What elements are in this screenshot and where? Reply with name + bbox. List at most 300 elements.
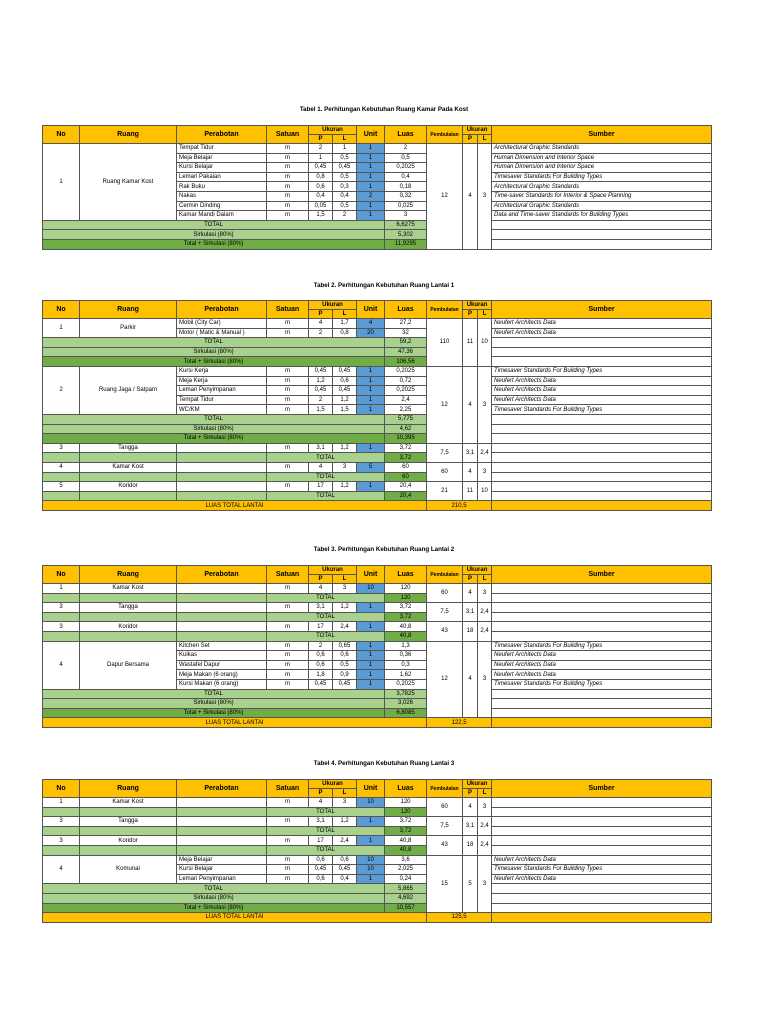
cell: m xyxy=(267,405,309,415)
cell-ukuran-p: 5 xyxy=(463,855,478,913)
cell xyxy=(492,903,712,913)
cell: 0,4 xyxy=(333,191,357,201)
cell: 10,395 xyxy=(385,434,427,444)
cell xyxy=(492,453,712,463)
col-l: L xyxy=(333,310,357,319)
cell: 0,6 xyxy=(333,376,357,386)
cell xyxy=(43,472,80,482)
cell: m xyxy=(267,798,309,808)
total-row xyxy=(43,826,712,836)
total-label: TOTAL xyxy=(43,414,385,424)
cell: 0,72 xyxy=(385,376,427,386)
cell: Lemari Penyimpanan xyxy=(177,386,267,396)
cell: m xyxy=(267,584,309,594)
cell-pembulatan: 12 xyxy=(427,144,463,250)
cell: Mobil (City Car) xyxy=(177,319,267,329)
cell: 3,72 xyxy=(385,817,427,827)
cell: 1,2 xyxy=(333,395,357,405)
luas-total-label: LUAS TOTAL LANTAI xyxy=(43,913,427,923)
cell: 0,36 xyxy=(385,651,427,661)
total-label: TOTAL xyxy=(267,807,385,817)
cell: 0,45 xyxy=(309,366,333,376)
cell: 1,7 xyxy=(333,319,357,329)
cell: 3 xyxy=(43,817,80,827)
col-no: No xyxy=(43,126,80,144)
sirkulasi-label: Sirkulasi (80%) xyxy=(43,424,385,434)
cell: 0,2025 xyxy=(385,386,427,396)
cell: 1,2 xyxy=(333,603,357,613)
cell: 1 xyxy=(357,386,385,396)
cell: Kursi Belajar xyxy=(177,163,267,173)
cell: 0,5 xyxy=(333,172,357,182)
table-kamar-kost xyxy=(42,125,712,250)
col-l-2: L xyxy=(478,310,492,319)
cell-pembulatan: 7,5 xyxy=(427,817,463,836)
cell xyxy=(492,845,712,855)
total-label: TOTAL xyxy=(267,631,385,641)
cell xyxy=(492,239,712,249)
cell: 3,72 xyxy=(385,826,427,836)
cell xyxy=(177,798,267,808)
total-row xyxy=(43,453,712,463)
cell-pembulatan: 12 xyxy=(427,641,463,718)
cell: 1 xyxy=(357,405,385,415)
cell: 0,5 xyxy=(333,201,357,211)
col-p: P xyxy=(309,135,333,144)
cell-pembulatan: 7,5 xyxy=(427,603,463,622)
cell: Tempat Tidur xyxy=(177,395,267,405)
cell: m xyxy=(267,211,309,221)
cell xyxy=(43,593,80,603)
cell xyxy=(177,593,267,603)
cell: 0,4 xyxy=(309,191,333,201)
cell: 60 xyxy=(385,472,427,482)
cell-ukuran-l: 3 xyxy=(478,798,492,817)
cell-pembulatan: 60 xyxy=(427,798,463,817)
cell: m xyxy=(267,144,309,154)
cell xyxy=(80,453,177,463)
cell-no: 4 xyxy=(43,641,80,689)
cell: 2,25 xyxy=(385,405,427,415)
cell: Timesaver Standards For Building Types xyxy=(492,679,712,689)
cell: Kamar Kost xyxy=(80,584,177,594)
cell: 120 xyxy=(385,807,427,817)
cell: Meja Kerja xyxy=(177,376,267,386)
table-row xyxy=(43,641,712,651)
total-label: TOTAL xyxy=(43,338,385,348)
cell: 17 xyxy=(309,622,333,632)
col-luas: Luas xyxy=(385,780,427,798)
table-row xyxy=(43,817,712,827)
total-sirkulasi-label: Total + Sirkulasi (80%) xyxy=(43,708,385,718)
cell: 106,56 xyxy=(385,357,427,367)
cell: 3,72 xyxy=(385,453,427,463)
col-unit: Unit xyxy=(357,780,385,798)
cell: 1 xyxy=(357,622,385,632)
cell: 1,2 xyxy=(309,376,333,386)
col-p-2: P xyxy=(463,575,478,584)
cell: 3,6 xyxy=(385,855,427,865)
sirkulasi-label: Sirkulasi (80%) xyxy=(43,699,385,709)
cell: 0,9 xyxy=(333,670,357,680)
cell xyxy=(43,807,80,817)
caption-table-3: Tabel 3. Perhitungan Kebutuhan Ruang Lantai 2 xyxy=(313,546,455,553)
cell: 0,45 xyxy=(333,679,357,689)
cell: WC/KM xyxy=(177,405,267,415)
sirkulasi-row xyxy=(43,347,712,357)
cell: Meja Belajar xyxy=(177,153,267,163)
cell: m xyxy=(267,182,309,192)
cell: 0,45 xyxy=(333,386,357,396)
cell xyxy=(177,631,267,641)
cell: 40,8 xyxy=(385,622,427,632)
cell: 59,2 xyxy=(385,338,427,348)
cell xyxy=(177,603,267,613)
cell: 1 xyxy=(357,153,385,163)
total-sirkulasi-row xyxy=(43,708,712,718)
cell: 1 xyxy=(357,144,385,154)
cell: 0,6 xyxy=(309,182,333,192)
cell-ukuran-l: 10 xyxy=(478,482,492,501)
cell: 3 xyxy=(385,211,427,221)
col-pembulatan: Pembulatan xyxy=(427,780,463,798)
cell: 4 xyxy=(309,798,333,808)
cell: 120 xyxy=(385,798,427,808)
cell: 0,45 xyxy=(333,865,357,875)
cell-ukuran-p: 18 xyxy=(463,622,478,641)
cell: Neufert Architects Data xyxy=(492,651,712,661)
sirkulasi-label: Sirkulasi (80%) xyxy=(43,893,385,903)
cell xyxy=(177,443,267,453)
col-satuan: Satuan xyxy=(267,126,309,144)
cell xyxy=(492,884,712,894)
total-row xyxy=(43,338,712,348)
cell xyxy=(43,612,80,622)
cell: 6,8085 xyxy=(385,708,427,718)
col-sumber: Sumber xyxy=(492,780,712,798)
cell: Human Dimension and Interior Space xyxy=(492,153,712,163)
cell: Tangga xyxy=(80,817,177,827)
cell: Timesaver Standards For Building Types xyxy=(492,366,712,376)
cell: 1 xyxy=(357,182,385,192)
col-no: No xyxy=(43,780,80,798)
col-ruang: Ruang xyxy=(80,126,177,144)
table-row xyxy=(43,482,712,492)
total-label: TOTAL xyxy=(43,689,385,699)
cell: m xyxy=(267,163,309,173)
cell: 0,6 xyxy=(309,651,333,661)
cell: 1 xyxy=(43,798,80,808)
cell-pembulatan: 43 xyxy=(427,622,463,641)
cell: 3,7825 xyxy=(385,689,427,699)
cell xyxy=(80,826,177,836)
total-row xyxy=(43,884,712,894)
cell xyxy=(492,593,712,603)
cell-pembulatan: 21 xyxy=(427,482,463,501)
col-luas: Luas xyxy=(385,126,427,144)
cell: 1,5 xyxy=(309,405,333,415)
cell xyxy=(80,472,177,482)
col-ukuran-2: Ukuran xyxy=(463,126,492,135)
cell: 1 xyxy=(357,836,385,846)
luas-total-value: 125,5 xyxy=(427,913,492,923)
cell: m xyxy=(267,191,309,201)
cell xyxy=(492,482,712,492)
cell: 1 xyxy=(357,641,385,651)
cell xyxy=(492,893,712,903)
col-p: P xyxy=(309,310,333,319)
cell: 0,5 xyxy=(333,153,357,163)
col-luas: Luas xyxy=(385,301,427,319)
cell: 10 xyxy=(357,798,385,808)
cell: Neufert Architects Data xyxy=(492,319,712,329)
col-l-2: L xyxy=(478,789,492,798)
cell: Kamar Kost xyxy=(80,462,177,472)
cell: 0,3 xyxy=(333,182,357,192)
cell: 1 xyxy=(357,482,385,492)
cell xyxy=(492,631,712,641)
cell: Neufert Architects Data xyxy=(492,670,712,680)
cell xyxy=(492,347,712,357)
cell: 0,6 xyxy=(309,660,333,670)
col-p: P xyxy=(309,789,333,798)
cell: 5 xyxy=(357,462,385,472)
cell: m xyxy=(267,376,309,386)
cell: 1 xyxy=(309,153,333,163)
cell: 3 xyxy=(43,603,80,613)
cell-ukuran-l: 3 xyxy=(478,144,492,250)
cell xyxy=(80,845,177,855)
cell-pembulatan: 15 xyxy=(427,855,463,913)
cell: m xyxy=(267,201,309,211)
cell: 0,2025 xyxy=(385,366,427,376)
cell: 0,8 xyxy=(309,172,333,182)
col-l: L xyxy=(333,789,357,798)
cell xyxy=(177,462,267,472)
cell: 3,72 xyxy=(385,612,427,622)
col-satuan: Satuan xyxy=(267,301,309,319)
cell: Koridor xyxy=(80,482,177,492)
cell: 2 xyxy=(385,144,427,154)
total-label: TOTAL xyxy=(267,826,385,836)
cell: 10 xyxy=(357,855,385,865)
cell: Neufert Architects Data xyxy=(492,855,712,865)
col-l: L xyxy=(333,575,357,584)
sirkulasi-label: Sirkulasi (80%) xyxy=(43,347,385,357)
cell: Timesaver Standards For Building Types xyxy=(492,405,712,415)
cell: 11,9295 xyxy=(385,239,427,249)
cell xyxy=(492,472,712,482)
cell xyxy=(177,836,267,846)
cell: 1,5 xyxy=(309,211,333,221)
cell-ukuran-p: 4 xyxy=(463,366,478,443)
cell-ukuran-p: 3,1 xyxy=(463,603,478,622)
total-sirkulasi-row xyxy=(43,434,712,444)
cell-no: 2 xyxy=(43,366,80,414)
cell: 5,302 xyxy=(385,230,427,240)
cell: 2 xyxy=(309,395,333,405)
cell: Kamar Kost xyxy=(80,798,177,808)
cell: 4 xyxy=(309,462,333,472)
cell: Nakas xyxy=(177,191,267,201)
cell: 5,865 xyxy=(385,884,427,894)
cell: 60 xyxy=(385,462,427,472)
cell: Timesaver Standards For Building Types xyxy=(492,865,712,875)
cell-ukuran-l: 10 xyxy=(478,319,492,367)
cell xyxy=(492,689,712,699)
total-label: TOTAL xyxy=(43,220,385,230)
cell: 0,5 xyxy=(385,153,427,163)
total-label: TOTAL xyxy=(43,884,385,894)
cell: 1,2 xyxy=(333,817,357,827)
col-ukuran: Ukuran xyxy=(309,780,357,789)
col-pembulatan: Pembulatan xyxy=(427,301,463,319)
cell: 2,4 xyxy=(385,395,427,405)
cell: Cermin Dinding xyxy=(177,201,267,211)
col-l-2: L xyxy=(478,575,492,584)
col-perabotan: Perabotan xyxy=(177,566,267,584)
cell-no: 1 xyxy=(43,319,80,338)
cell: Neufert Architects Data xyxy=(492,328,712,338)
cell: m xyxy=(267,670,309,680)
cell: m xyxy=(267,386,309,396)
cell: 0,32 xyxy=(385,191,427,201)
cell-ukuran-p: 11 xyxy=(463,319,478,367)
col-no: No xyxy=(43,566,80,584)
cell xyxy=(492,491,712,501)
cell: 0,6 xyxy=(333,855,357,865)
table-row xyxy=(43,603,712,613)
cell-pembulatan: 60 xyxy=(427,584,463,603)
cell: 40,8 xyxy=(385,845,427,855)
cell: 10 xyxy=(357,584,385,594)
cell: 120 xyxy=(385,593,427,603)
cell: 1 xyxy=(357,172,385,182)
total-label: TOTAL xyxy=(267,453,385,463)
cell: 0,45 xyxy=(309,163,333,173)
cell: 4,62 xyxy=(385,424,427,434)
cell xyxy=(492,718,712,728)
table-row xyxy=(43,144,712,154)
cell xyxy=(177,584,267,594)
cell xyxy=(43,453,80,463)
luas-total-label: LUAS TOTAL LANTAI xyxy=(43,718,427,728)
cell: 2 xyxy=(357,191,385,201)
cell-pembulatan: 60 xyxy=(427,462,463,481)
cell: 0,45 xyxy=(309,679,333,689)
table-row xyxy=(43,462,712,472)
cell: 0,45 xyxy=(333,163,357,173)
cell: 0,6 xyxy=(309,874,333,884)
total-label: TOTAL xyxy=(267,845,385,855)
cell: Time-saver Standards for Interior & Space Planning xyxy=(492,191,712,201)
cell: Tempat Tidur xyxy=(177,144,267,154)
cell: Neufert Architects Data xyxy=(492,874,712,884)
cell: 1 xyxy=(357,443,385,453)
col-ukuran-2: Ukuran xyxy=(463,566,492,575)
cell: m xyxy=(267,153,309,163)
cell xyxy=(177,807,267,817)
cell: 10,557 xyxy=(385,903,427,913)
cell: 1,62 xyxy=(385,670,427,680)
cell: m xyxy=(267,651,309,661)
cell: Tangga xyxy=(80,443,177,453)
total-sirkulasi-row xyxy=(43,357,712,367)
cell xyxy=(80,807,177,817)
cell: 1 xyxy=(357,163,385,173)
cell: 3 xyxy=(43,443,80,453)
total-sirkulasi-label: Total + Sirkulasi (80%) xyxy=(43,903,385,913)
cell: 0,18 xyxy=(385,182,427,192)
table-lantai-3 xyxy=(42,779,712,923)
cell xyxy=(43,826,80,836)
cell-pembulatan: 43 xyxy=(427,836,463,855)
col-ukuran: Ukuran xyxy=(309,301,357,310)
cell: Kulkas xyxy=(177,651,267,661)
cell: m xyxy=(267,328,309,338)
luas-total-row xyxy=(43,913,712,923)
cell: m xyxy=(267,855,309,865)
cell xyxy=(492,798,712,808)
total-row xyxy=(43,414,712,424)
col-p-2: P xyxy=(463,135,478,144)
cell: 40,8 xyxy=(385,631,427,641)
cell: m xyxy=(267,874,309,884)
total-row xyxy=(43,689,712,699)
cell: 1 xyxy=(357,603,385,613)
cell-ukuran-l: 2,4 xyxy=(478,443,492,462)
cell: Motor ( Matic & Manual ) xyxy=(177,328,267,338)
cell xyxy=(492,424,712,434)
cell: m xyxy=(267,817,309,827)
table-row xyxy=(43,622,712,632)
cell: 20 xyxy=(357,328,385,338)
cell-ukuran-l: 3 xyxy=(478,462,492,481)
cell: Data and Time-saver Standards for Building Types xyxy=(492,211,712,221)
cell: Human Dimension and Interior Space xyxy=(492,163,712,173)
cell: 0,05 xyxy=(309,201,333,211)
cell xyxy=(43,845,80,855)
cell: 0,2025 xyxy=(385,679,427,689)
cell: 1 xyxy=(357,670,385,680)
cell: 17 xyxy=(309,836,333,846)
cell-ruang: Komunal xyxy=(80,855,177,884)
cell: 1 xyxy=(357,376,385,386)
cell: 0,3 xyxy=(385,660,427,670)
total-row xyxy=(43,593,712,603)
cell-no: 1 xyxy=(43,144,80,221)
cell: 4 xyxy=(309,319,333,329)
cell-ukuran-p: 18 xyxy=(463,836,478,855)
cell: 1 xyxy=(357,817,385,827)
total-sirkulasi-label: Total + Sirkulasi (80%) xyxy=(43,434,385,444)
cell: 1 xyxy=(357,660,385,670)
cell: 1 xyxy=(357,651,385,661)
cell-ukuran-l: 2,4 xyxy=(478,622,492,641)
table-lantai-1 xyxy=(42,300,712,511)
cell: Architectural Graphic Standards xyxy=(492,201,712,211)
cell: Kursi Kerja xyxy=(177,366,267,376)
cell: 2,025 xyxy=(385,865,427,875)
col-p-2: P xyxy=(463,789,478,798)
cell: 2,4 xyxy=(333,836,357,846)
cell: Meja Belajar xyxy=(177,855,267,865)
total-row xyxy=(43,491,712,501)
cell: Neufert Architects Data xyxy=(492,376,712,386)
cell: 20,4 xyxy=(385,491,427,501)
total-row xyxy=(43,612,712,622)
cell xyxy=(177,453,267,463)
